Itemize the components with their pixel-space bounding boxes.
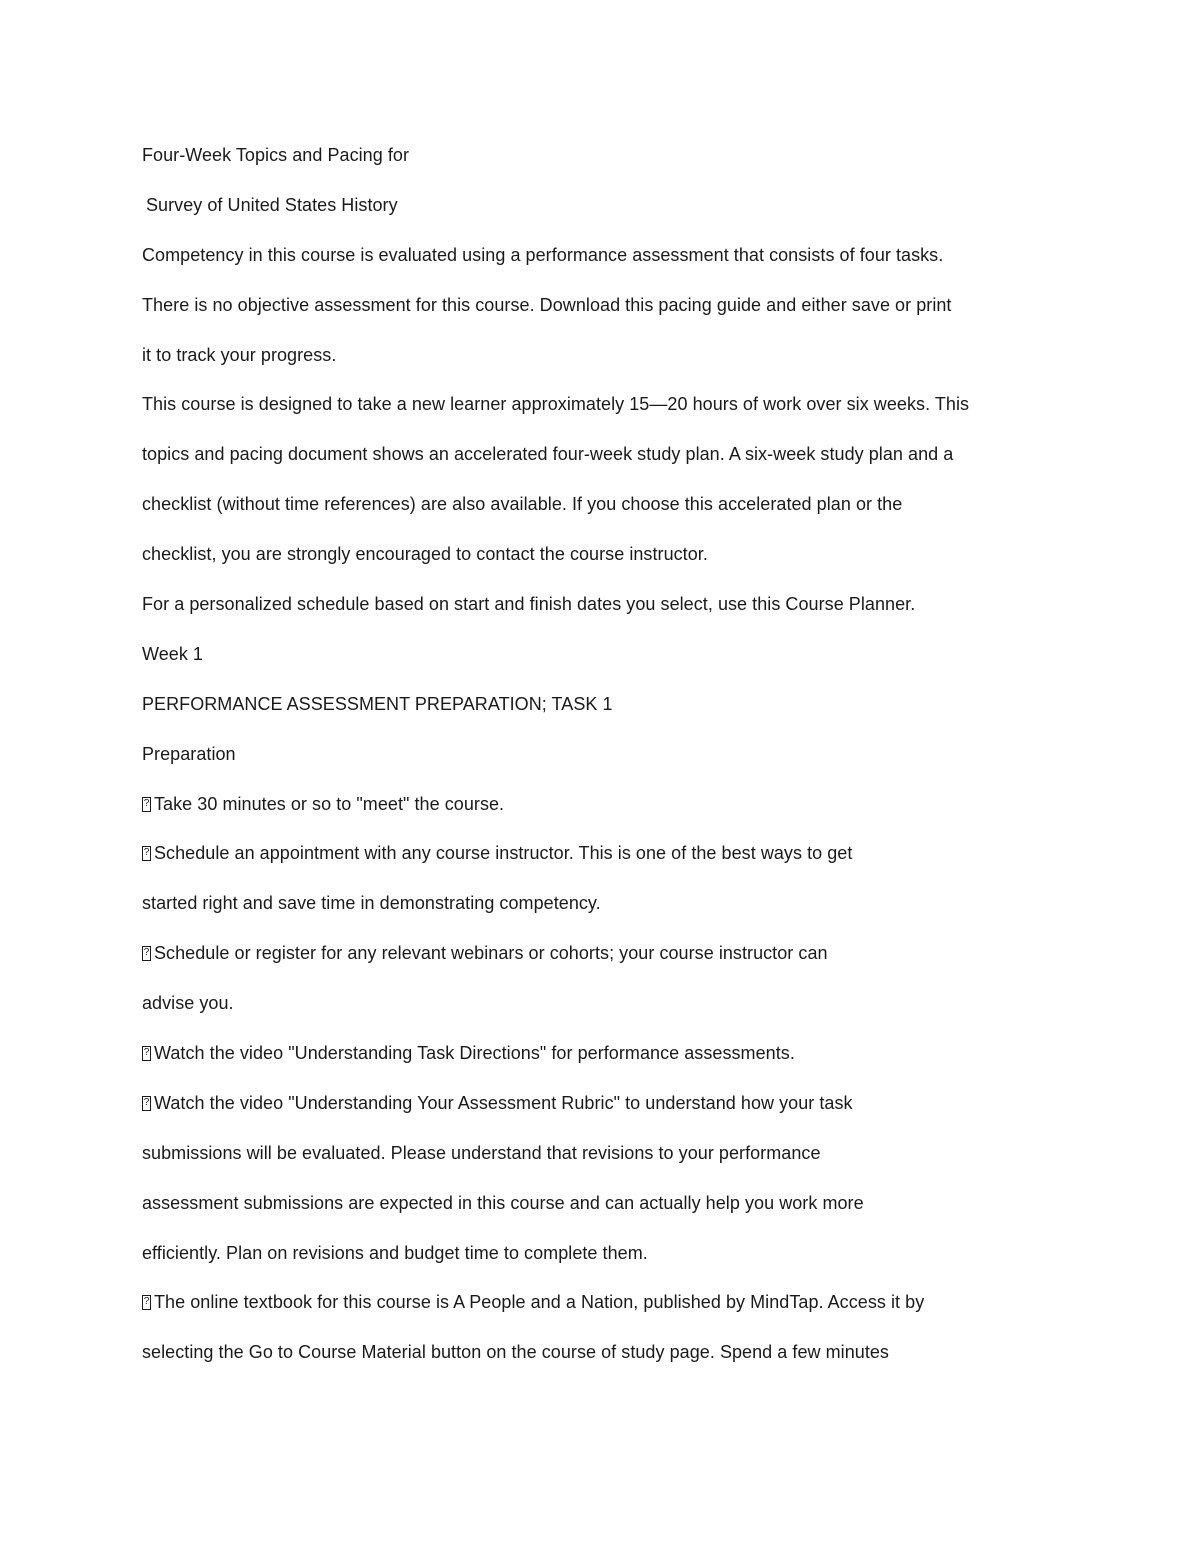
missing-glyph-icon — [142, 846, 151, 861]
bullet-continuation: started right and save time in demonstrating competency. — [142, 893, 601, 914]
bullet-continuation: advise you. — [142, 993, 234, 1014]
document-body — [142, 140, 1042, 1387]
subheading: Preparation — [142, 743, 236, 764]
bullet-item — [142, 1038, 1042, 1088]
document-title: Four-Week Topics and Pacing for — [142, 145, 410, 165]
design-line: topics and pacing document shows an accelerated four-week study plan. A six-week study plan and a — [142, 444, 954, 465]
bullet-text: Take 30 minutes or so to "meet" the course. — [154, 793, 505, 814]
bullet-continuation: efficiently. Plan on revisions and budget time to complete them. — [142, 1242, 648, 1263]
bullet-text: Schedule an appointment with any course instructor. This is one of the best ways to get — [154, 843, 853, 864]
bullet-item — [142, 1287, 1042, 1337]
missing-glyph-icon — [142, 946, 151, 961]
bullet-text: Schedule or register for any relevant webinars or cohorts; your course instructor can — [154, 943, 828, 964]
course-name: Survey of United States History — [146, 194, 398, 215]
missing-glyph-icon — [142, 1046, 151, 1061]
intro-line: There is no objective assessment for this course. Download this pacing guide and either save or print — [142, 294, 952, 315]
bullet-item — [142, 789, 1042, 839]
missing-glyph-icon — [142, 797, 151, 812]
bullet-continuation: submissions will be evaluated. Please understand that revisions to your performance — [142, 1142, 821, 1163]
section-heading: PERFORMANCE ASSESSMENT PREPARATION; TASK 1 — [142, 693, 613, 714]
bullet-text: The online textbook for this course is A People and a Nation, published by MindTap. Access it by — [154, 1292, 925, 1313]
course-planner-note: For a personalized schedule based on start and finish dates you select, use this Course Planner. — [142, 594, 916, 615]
design-line: This course is designed to take a new learner approximately 15—20 hours of work over six weeks. This — [142, 394, 970, 415]
week-label: Week 1 — [142, 643, 203, 664]
bullet-item — [142, 838, 1042, 888]
bullet-text: Watch the video "Understanding Task Directions" for performance assessments. — [154, 1043, 795, 1064]
design-line: checklist (without time references) are also available. If you choose this accelerated plan or the — [142, 494, 903, 515]
bullet-continuation: selecting the Go to Course Material button on the course of study page. Spend a few minutes — [142, 1342, 889, 1363]
bullet-text: Watch the video "Understanding Your Assessment Rubric" to understand how your task — [154, 1092, 853, 1113]
intro-line: it to track your progress. — [142, 344, 337, 365]
missing-glyph-icon — [142, 1096, 151, 1111]
bullet-item — [142, 1088, 1042, 1138]
missing-glyph-icon — [142, 1295, 151, 1310]
bullet-item — [142, 938, 1042, 988]
bullet-continuation: assessment submissions are expected in this course and can actually help you work more — [142, 1192, 864, 1213]
design-line: checklist, you are strongly encouraged to contact the course instructor. — [142, 544, 708, 565]
intro-line: Competency in this course is evaluated using a performance assessment that consists of four tasks. — [142, 244, 944, 265]
